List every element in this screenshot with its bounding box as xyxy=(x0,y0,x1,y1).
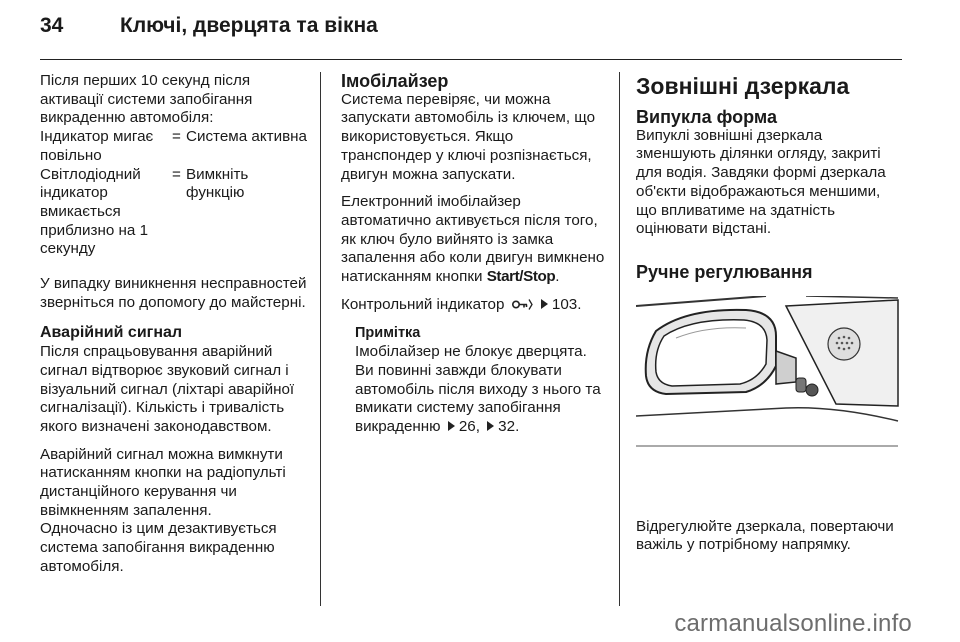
alarm-paragraph: Після спрацьовування аварійний сигнал відтворює звуковий сигнал і візуальний сигнал (ліхтарі аварійної сигналізації). Кількість і тривалість якого визначені законодавством. xyxy=(40,343,295,435)
indicator-table xyxy=(40,128,308,259)
immobilizer-heading: Імобілайзер xyxy=(341,71,449,91)
immobilizer-paragraph: Система перевіряє, чи можна запускати автомобіль із ключем, що використовується. Якщо транспондер у ключі розпізнається, двигун можна запускати. xyxy=(341,90,596,183)
triangle-right-icon xyxy=(487,421,494,431)
convex-heading: Випукла форма xyxy=(636,107,777,127)
indicator-eq: = xyxy=(172,128,181,146)
indicator-eq: = xyxy=(172,165,181,183)
page-header xyxy=(40,14,378,46)
page-ref-link[interactable]: 32. xyxy=(498,417,520,435)
indicator-meaning: Система активна xyxy=(186,128,307,146)
indicator-condition: Світлодіодний індикатор вмикається приблизно на 1 секунду xyxy=(40,165,149,258)
header-rule xyxy=(40,59,902,60)
indicator-text: Контрольний індикатор xyxy=(341,295,505,313)
manual-adjust-paragraph: Відрегулюйте дзеркала, повертаючи важіль у потрібному напрямку. xyxy=(636,517,894,554)
indicator-condition: Індикатор мигає повільно xyxy=(40,128,154,164)
page-ref-link[interactable]: 26, xyxy=(458,417,480,435)
start-stop-label: Start/Stop xyxy=(486,268,556,286)
watermark: carmanualsonline.info xyxy=(674,610,912,637)
page-number: 34 xyxy=(40,14,64,37)
note-body: Імобілайзер не блокує дверцята. Ви повинні завжди блокувати автомобіль після виходу з нього та вмикати систему запобігання викраденню xyxy=(355,343,601,435)
indicator-paragraph xyxy=(341,296,605,317)
note-box xyxy=(341,324,605,436)
column-divider xyxy=(619,72,620,606)
mirror-illustration xyxy=(636,296,900,504)
alarm-paragraph: Аварійний сигнал можна вимкнути натисканням кнопки на радіопульті дистанційного керування чи ввімкненням запалення. xyxy=(40,445,286,519)
alarm-paragraph: Одночасно із цим дезактивується система запобігання викраденню автомобіля. xyxy=(40,520,277,575)
column-left xyxy=(40,72,308,577)
triangle-right-icon xyxy=(541,299,548,309)
column-middle xyxy=(341,72,605,437)
fault-text: У випадку виникнення несправностей зверніться по допомогу до майстерні. xyxy=(40,275,307,311)
mirrors-heading: Зовнішні дзеркала xyxy=(636,73,850,99)
page-ref-link[interactable]: 103. xyxy=(551,295,582,313)
immobilizer-paragraph xyxy=(341,193,605,287)
immobilizer-key-icon xyxy=(511,298,533,317)
column-divider xyxy=(320,72,321,606)
column-right xyxy=(636,72,902,555)
alarm-heading: Аварійний сигнал xyxy=(40,324,183,342)
intro-text: Після перших 10 секунд після активації системи запобігання викраденню автомобіля: xyxy=(40,72,253,127)
page-title: Ключі, дверцята та вікна xyxy=(120,14,378,37)
manual-adjust-heading: Ручне регулювання xyxy=(636,261,813,282)
note-title: Примітка xyxy=(355,325,421,342)
indicator-meaning: Вимкніть функцію xyxy=(186,165,249,202)
period: . xyxy=(555,268,560,286)
note-text xyxy=(355,343,605,437)
triangle-right-icon xyxy=(448,421,455,431)
immobilizer-text: Електронний імобілайзер автоматично активується після того, як ключ було вийнято із замка запалення або коли двигун вимкнено натисканням кнопки xyxy=(341,193,605,286)
convex-paragraph: Випуклі зовнішні дзеркала зменшують ділянки огляду, закриті для водія. Завдяки формі дзеркала об'єкти відображаються меншими, що впливатиме на здатність оцінювати відстані. xyxy=(636,126,886,238)
